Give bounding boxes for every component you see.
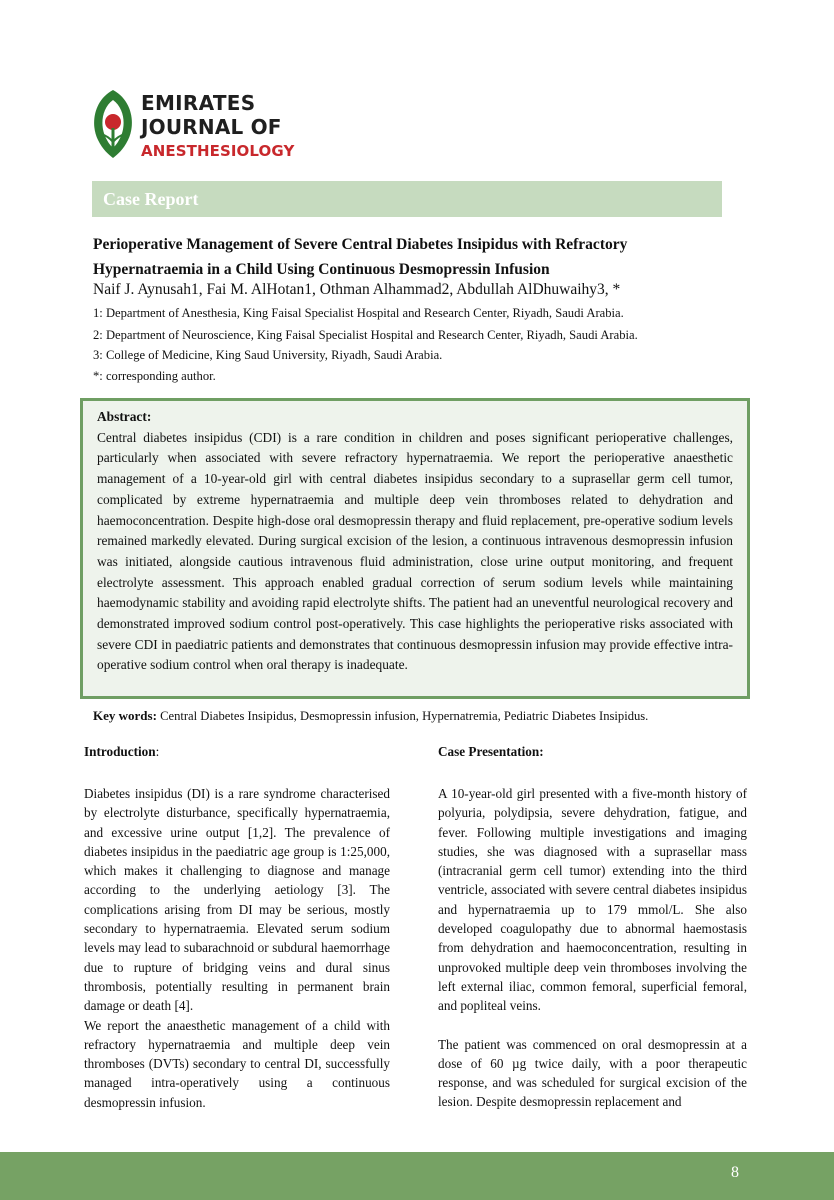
abstract-text: Central diabetes insipidus (CDI) is a rare condition in children and poses significant perioperative challenges, particularly when associated with severe refractory hypernatraemia. We report the perioperative anaesthetic management of a 10-year-old girl with central diabetes insipidus secondary to a suprasellar germ cell tumor, complicated by extreme hypernatraemia and multiple deep vein thromboses related to dehydration and haemoconcentration. Despite high-dose oral desmopressin therapy and fluid replacement, pre-operative sodium levels remained markedly elevated. During surgical excision of the lesion, a continuous intravenous desmopressin infusion was initiated, alongside cautious intravenous fluid administration, close urine output monitoring, and frequent electrolyte assessment. This approach enabled gradual correction of serum sodium levels while maintaining haemodynamic stability and avoiding rapid electrolyte shifts. The patient had an uneventful neurological recovery and demonstrated improved sodium control post-operatively. This case highlights the perioperative risks associated with severe CDI in paediatric patients and demonstrates that continuous desmopressin infusion may provide effective intra-operative sodium control when oral therapy is inadequate. xyxy=(97,429,733,673)
logo-line-anesthesiology: ANESTHESIOLOGY xyxy=(141,142,295,160)
keywords-label: Key words: xyxy=(93,708,157,723)
affiliation-1: 1: Department of Anesthesia, King Faisal Specialist Hospital and Research Center, Riyadh, Saudi Arabia. xyxy=(93,306,624,320)
keywords-line xyxy=(93,708,648,724)
introduction-column xyxy=(84,784,390,1112)
affiliation-2: 2: Department of Neuroscience, King Faisal Specialist Hospital and Research Center, Riyadh, Saudi Arabia. xyxy=(93,328,638,342)
page-footer xyxy=(0,1152,834,1200)
logo-line-journal-of: JOURNAL OF xyxy=(141,115,282,139)
abstract-label: Abstract: xyxy=(97,409,152,424)
case-presentation-column xyxy=(438,784,747,1112)
abstract-box xyxy=(80,398,750,699)
logo-line-emirates: EMIRATES xyxy=(141,91,256,115)
page-number: 8 xyxy=(731,1164,739,1181)
introduction-paragraph-1: Diabetes insipidus (DI) is a rare syndrome characterised by electrolyte disturbance, specifically hypernatraemia, and excessive urine output [1,2]. The prevalence of diabetes insipidus in the paediatric age group is 1:25,000, which makes it challenging to diagnose and manage according to the underlying aetiology [3]. The complications arising from DI may be serious, mostly secondary to hypernatraemia. Elevated serum sodium levels may lead to subarachnoid or subdural haemorrhage due to rupture of bridging veins and dural sinus thrombosis, potentially resulting in permanent brain damage or death [4]. xyxy=(84,786,390,1014)
case-report-banner: Case Report xyxy=(92,181,722,217)
author-list: Naif J. Aynusah1, Fai M. AlHotan1, Othman Alhammad2, Abdullah AlDhuwaihy3, * xyxy=(93,281,621,298)
introduction-heading-text: Introduction xyxy=(84,744,156,759)
introduction-paragraph-2: We report the anaesthetic management of a child with refractory hypernatraemia and multiple deep vein thromboses (DVTs) secondary to central DI, successfully managed intra-operatively using a continuous desmopressin infusion. xyxy=(84,1017,390,1110)
leaf-logo-icon xyxy=(88,86,138,166)
article-title: Perioperative Management of Severe Central Diabetes Insipidus with Refractory Hypernatraemia in a Child Using Continuous Desmopressin Infusion xyxy=(93,236,628,278)
case-presentation-heading: Case Presentation: xyxy=(438,744,544,759)
introduction-heading xyxy=(84,744,159,760)
keywords-text: Central Diabetes Insipidus, Desmopressin infusion, Hypernatremia, Pediatric Diabetes Insipidus. xyxy=(160,709,649,723)
journal-logo xyxy=(88,86,295,170)
introduction-heading-colon: : xyxy=(155,744,160,759)
corresponding-author-note: *: corresponding author. xyxy=(93,369,216,383)
case-paragraph-2: The patient was commenced on oral desmopressin at a dose of 60 µg twice daily, with a poor therapeutic response, and was scheduled for surgical excision of the lesion. Despite desmopressin replacement and xyxy=(438,1036,747,1110)
case-paragraph-1: A 10-year-old girl presented with a five-month history of polyuria, polydipsia, severe dehydration, fatigue, and fever. Following multiple investigations and imaging studies, she was diagnosed with a suprasellar mass (intracranial germ cell tumor) extending into the third ventricle, associated with severe central diabetes insipidus and hypernatraemia up to 179 mmol/L. She also developed coagulopathy due to abnormal haemostasis from dehydration and haemoconcentration, resulting in unprovoked multiple deep vein thromboses involving the left external iliac, common femoral, superficial femoral, and popliteal veins. xyxy=(438,786,747,1014)
affiliation-3: 3: College of Medicine, King Saud University, Riyadh, Saudi Arabia. xyxy=(93,348,443,362)
